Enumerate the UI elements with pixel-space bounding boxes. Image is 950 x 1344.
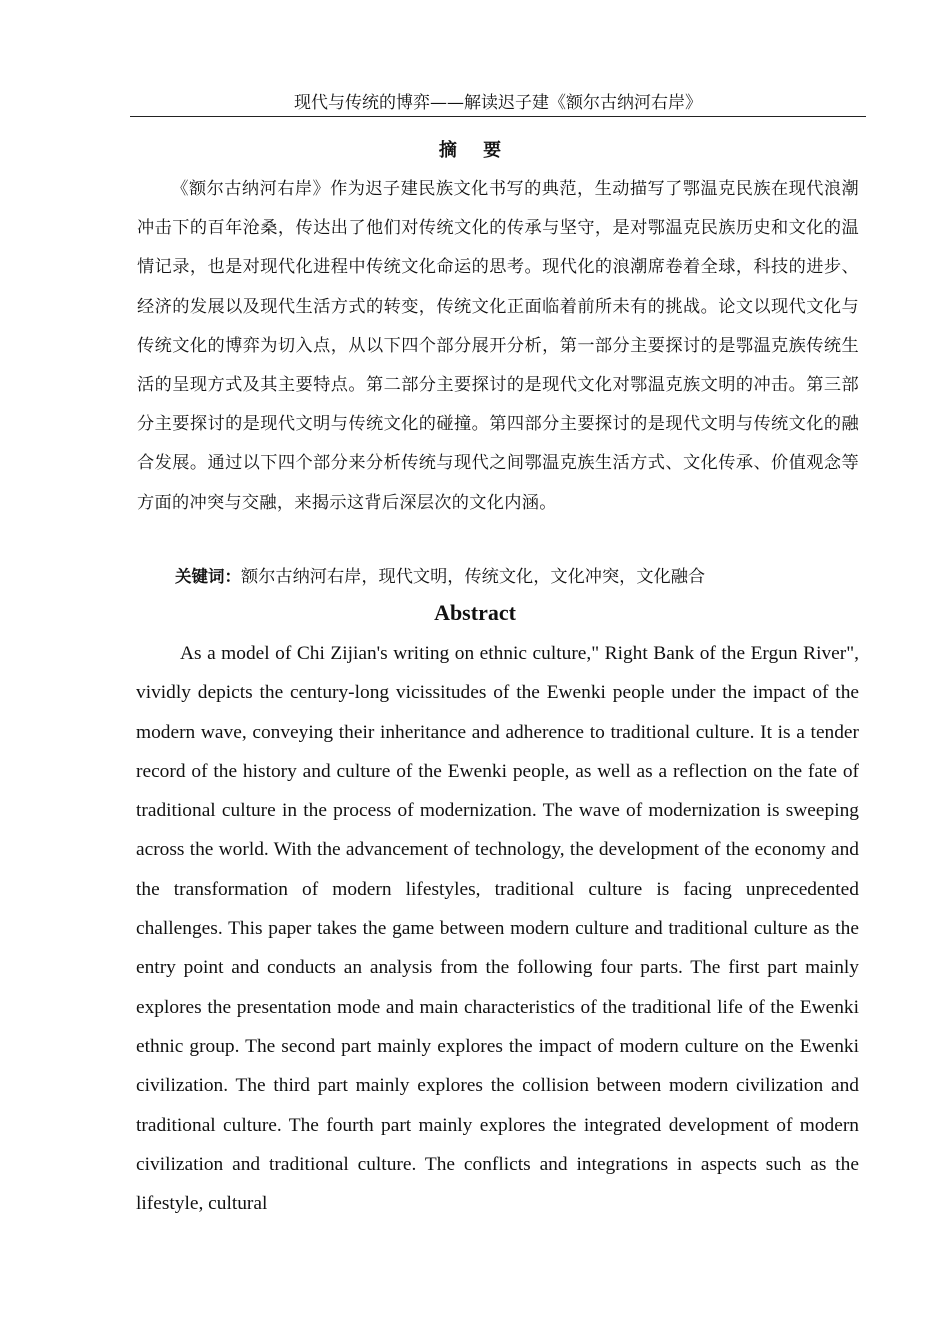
running-header: 现代与传统的博弈——解读迟子建《额尔古纳河右岸》 bbox=[130, 92, 866, 117]
abstract-cn-heading: 摘 要 bbox=[438, 140, 512, 161]
keywords-line bbox=[137, 561, 859, 593]
keywords-text: 额尔古纳河右岸，现代文明，传统文化，文化冲突，文化融合 bbox=[241, 567, 706, 587]
abstract-cn-body: 《额尔古纳河右岸》作为迟子建民族文化书写的典范，生动描写了鄂温克民族在现代浪潮冲击下的百年沧桑，传达出了他们对传统文化的传承与坚守，是对鄂温克民族历史和文化的温情记录，也是对现代化进程中传统文化命运的思考。现代化的浪潮席卷着全球，科技的进步、经济的发展以及现代生活方式的转变，传统文化正面临着前所未有的挑战。论文以现代文化与传统文化的博弈为切入点，从以下四个部分展开分析，第一部分主要探讨的是鄂温克族传统生活的呈现方式及其主要特点。第二部分主要探讨的是现代文化对鄂温克族文明的冲击。第三部分主要探讨的是现代文明与传统文化的碰撞。第四部分主要探讨的是现代文明与传统文化的融合发展。通过以下四个部分来分析传统与现代之间鄂温克族生活方式、文化传承、价值观念等方面的冲突与交融，来揭示这背后深层次的文化内涵。 bbox=[137, 179, 859, 513]
abstract-en-body: As a model of Chi Zijian's writing on ethnic culture," Right Bank of the Ergun River", vividly depicts the century-long vicissitudes of the Ewenki people under the impact of the modern wave, conveying their inheritance and adherence to traditional culture. It is a tender record of the history and culture of the Ewenki people, as well as a reflection on the fate of traditional culture in the process of modernization. The wave of modernization is sweeping across the world. With the advancement of technology, the development of the economy and the transformation of modern lifestyles, traditional culture is facing unprecedented challenges. This paper takes the game between modern culture and traditional culture as the entry point and conducts an analysis from the following four parts. The first part mainly explores the presentation mode and main characteristics of the traditional life of the Ewenki ethnic group. The second part mainly explores the impact of modern culture on the Ewenki civilization. The third part mainly explores the collision between modern civilization and traditional culture. The fourth part mainly explores the integrated development of modern civilization and traditional culture. The conflicts and integrations in aspects such as the lifestyle, cultural bbox=[136, 643, 859, 1215]
abstract-en-heading: Abstract bbox=[434, 600, 516, 625]
keywords-label: 关键词： bbox=[175, 567, 241, 586]
